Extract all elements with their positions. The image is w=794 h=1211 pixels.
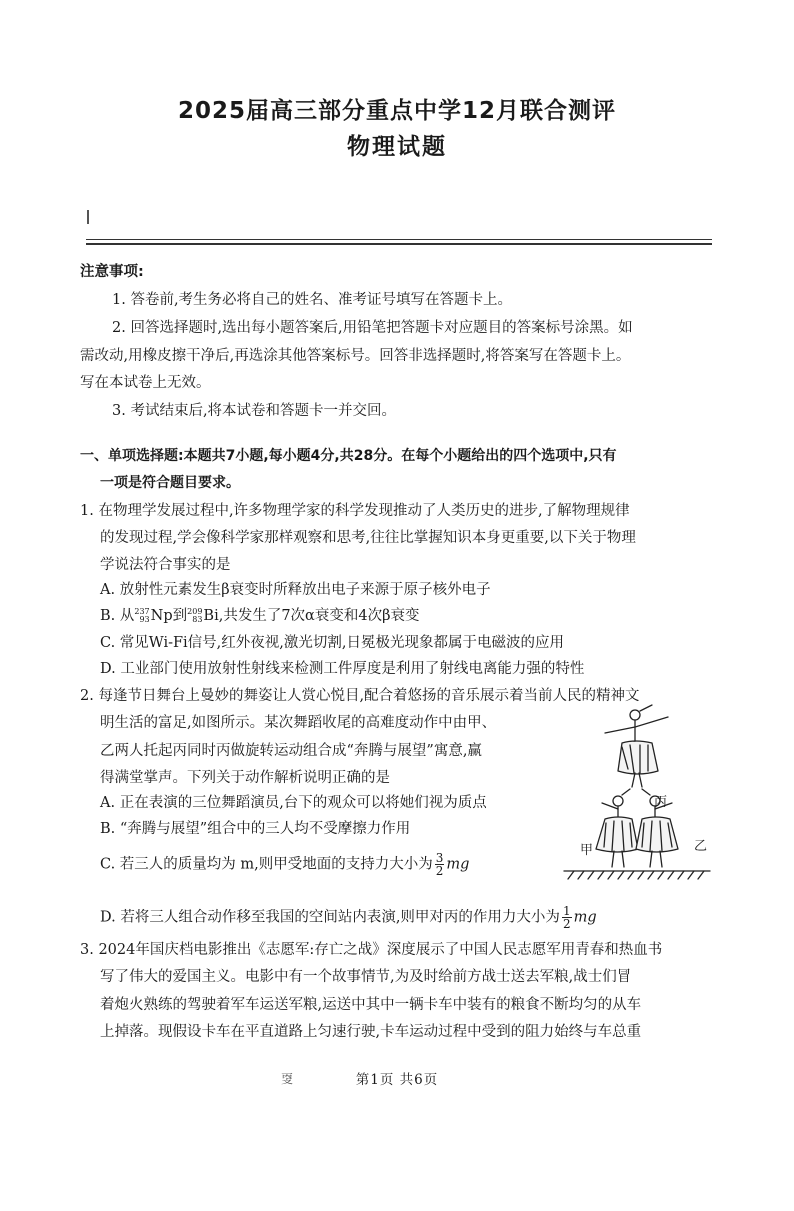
header-rule-thick bbox=[86, 243, 712, 245]
footer-scan-mark: 㪅 bbox=[281, 1072, 294, 1086]
section1-heading-line2: 一项是符合题目要求。 bbox=[100, 475, 240, 491]
q1-option-a: A. 放射性元素发生β衰变时所释放出电子来源于原子核外电子 bbox=[100, 582, 491, 598]
notice-item-2-line1: 2. 回答选择题时,选出每小题答案后,用铅笔把答题卡对应题目的答案标号涂黑。如 bbox=[112, 320, 633, 336]
section1-heading-line1: 一、单项选择题:本题共7小题,每小题4分,共28分。在每个小题给出的四个选项中,只有 bbox=[80, 448, 617, 464]
q2-stem-line4: 得满堂掌声。下列关于动作解析说明正确的是 bbox=[100, 770, 390, 786]
q1-stem-line1: 1. 在物理学发展过程中,许多物理学家的科学发现推动了人类历史的进步,了解物理规律 bbox=[80, 503, 630, 519]
dancers-figure bbox=[560, 703, 716, 881]
q2-option-b: B. “奔腾与展望”组合中的三人均不受摩擦力作用 bbox=[100, 821, 411, 837]
margin-mark bbox=[87, 210, 89, 224]
q2-stem-line1: 2. 每逢节日舞台上曼妙的舞姿让人赏心悦目,配合着悠扬的音乐展示着当前人民的精神文 bbox=[80, 688, 640, 704]
q2-stem-line3: 乙两人托起丙同时丙做旋转运动组合成“奔腾与展望”寓意,赢 bbox=[100, 743, 482, 759]
figure-label-jia: 甲 bbox=[580, 843, 594, 858]
notice-item-3: 3. 考试结束后,将本试卷和答题卡一并交回。 bbox=[112, 403, 397, 419]
notice-item-2-line3: 写在本试卷上无效。 bbox=[80, 375, 211, 391]
q3-stem-line4: 上掉落。现假设卡车在平直道路上匀速行驶,卡车运动过程中受到的阻力始终与车总重 bbox=[100, 1024, 642, 1040]
bi-isotope-numbers: 209 83 bbox=[187, 607, 203, 624]
q1-stem-line3: 学说法符合事实的是 bbox=[100, 557, 231, 573]
fraction-three-halves: $\frac{3}{2}$ bbox=[435, 851, 444, 878]
q3-stem-line1: 3. 2024年国庆档电影推出《志愿军:存亡之战》深度展示了中国人民志愿军用青春和热血书 bbox=[80, 942, 663, 958]
exam-subject: 物理试题 bbox=[347, 134, 447, 160]
q1-option-c: C. 常见Wi-Fi信号,红外夜视,激光切割,日冕极光现象都属于电磁波的应用 bbox=[100, 635, 565, 651]
notice-item-2-line2: 需改动,用橡皮擦干净后,再选涂其他答案标号。回答非选择题时,将答案写在答题卡上。 bbox=[80, 348, 631, 364]
figure-label-yi: 乙 bbox=[694, 839, 708, 854]
header-rule-thin bbox=[86, 239, 712, 240]
figure-label-bing: 丙 bbox=[654, 795, 668, 810]
q1-option-b: B. 从 237 93 Np到 209 83 Bi,共发生了7次α衰变和4次β衰变 bbox=[100, 607, 420, 624]
notice-heading: 注意事项: bbox=[80, 264, 144, 280]
q3-stem-line2: 写了伟大的爱国主义。电影中有一个故事情节,为及时给前方战士送去军粮,战士们冒 bbox=[100, 969, 632, 985]
notice-item-1: 1. 答卷前,考生务必将自己的姓名、准考证号填写在答题卡上。 bbox=[112, 292, 513, 308]
q3-stem-line3: 着炮火熟练的驾驶着军车运送军粮,运送中其中一辆卡车中装有的粮食不断均匀的从车 bbox=[100, 997, 642, 1013]
exam-title: 2025届高三部分重点中学12月联合测评 bbox=[177, 98, 617, 124]
page-number: 第1页 共6页 bbox=[355, 1072, 439, 1088]
q1-option-d: D. 工业部门使用放射性射线来检测工件厚度是利用了射线电离能力强的特性 bbox=[100, 661, 585, 677]
q2-option-d: D. 若将三人组合动作移至我国的空间站内表演,则甲对丙的作用力大小为 $\frac{1}{2}$ mg bbox=[100, 904, 597, 931]
q1-stem-line2: 的发现过程,学会像科学家那样观察和思考,往往比掌握知识本身更重要,以下关于物理 bbox=[100, 530, 636, 546]
q2-option-a: A. 正在表演的三位舞蹈演员,台下的观众可以将她们视为质点 bbox=[100, 795, 487, 811]
fraction-one-half: $\frac{1}{2}$ bbox=[562, 904, 571, 931]
np-isotope-numbers: 237 93 bbox=[134, 607, 150, 624]
q2-option-c: C. 若三人的质量均为 m,则甲受地面的支持力大小为 $\frac{3}{2}$ mg bbox=[100, 851, 470, 878]
q2-stem-line2: 明生活的富足,如图所示。某次舞蹈收尾的高难度动作中由甲、 bbox=[100, 715, 497, 731]
